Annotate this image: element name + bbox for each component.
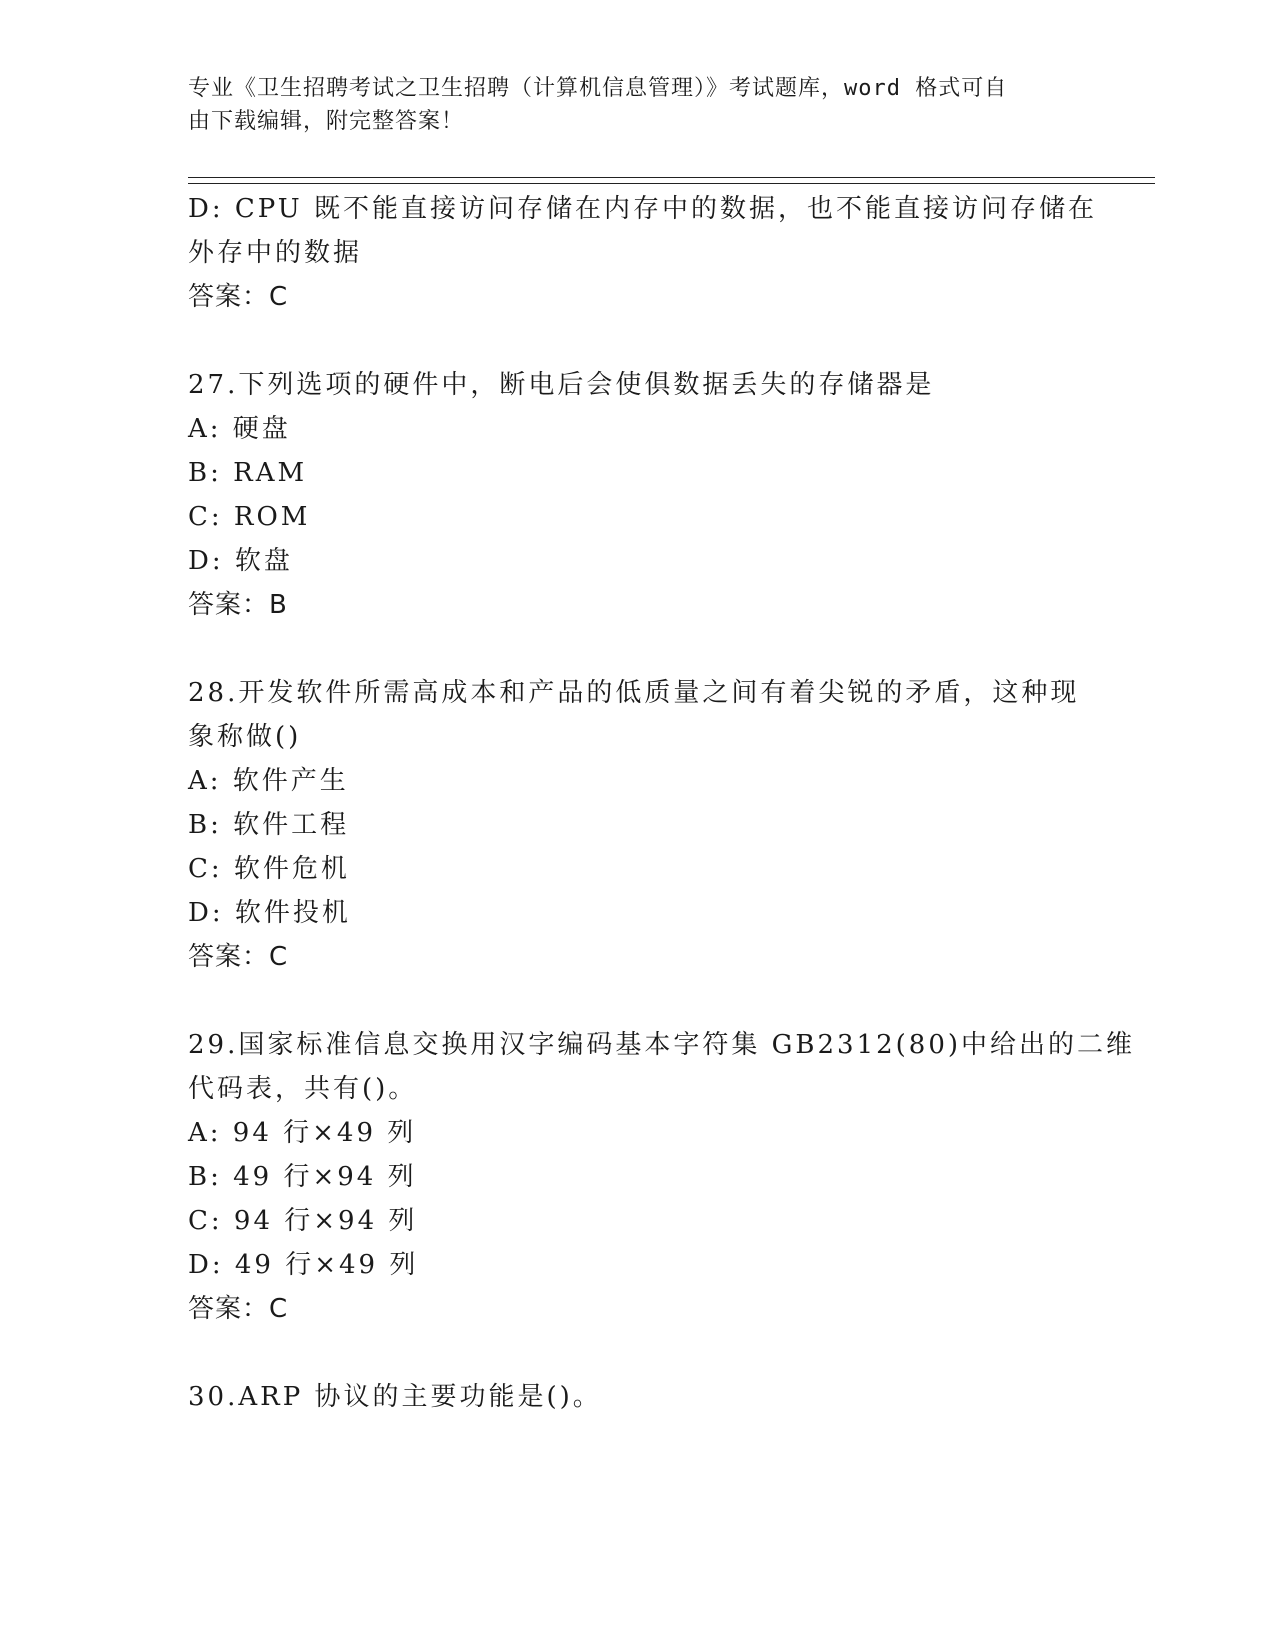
header-line-1: 专业《卫生招聘考试之卫生招聘（计算机信息管理）》考试题库，word 格式可自 [188,76,1008,101]
q28-stem-line-1: 28.开发软件所需高成本和产品的低质量之间有着尖锐的矛盾，这种现 [188,678,1080,708]
q26-option-d-line-1: D: CPU 既不能直接访问存储在内存中的数据，也不能直接访问存储在 [188,194,1097,224]
q29-option-b: B: 49 行×94 列 [188,1162,417,1192]
header-divider-top [188,177,1155,178]
q28-answer: 答案：C [188,942,289,972]
q27-option-d: D: 软盘 [188,546,293,576]
q27-option-a: A: 硬盘 [188,414,291,444]
q28-option-d: D: 软件投机 [188,898,351,928]
q28-option-c: C: 软件危机 [188,854,350,884]
q27-option-c: C: ROM [188,502,311,532]
q26-option-d-line-2: 外存中的数据 [188,238,363,268]
q27-stem: 27.下列选项的硬件中，断电后会使俱数据丢失的存储器是 [188,370,935,400]
q28-option-b: B: 软件工程 [188,810,350,840]
q27-answer: 答案：B [188,590,288,620]
q28-option-a: A: 软件产生 [188,766,349,796]
q29-answer: 答案：C [188,1294,289,1324]
header-divider-bottom [188,183,1155,184]
q26-answer: 答案：C [188,282,289,312]
q29-stem-line-2: 代码表，共有()。 [188,1074,418,1104]
q30-stem: 30.ARP 协议的主要功能是()。 [188,1382,602,1412]
q29-stem-line-1: 29.国家标准信息交换用汉字编码基本字符集 GB2312(80)中给出的二维 [188,1030,1136,1060]
document-header [188,72,1068,138]
q29-option-d: D: 49 行×49 列 [188,1250,419,1280]
q28-stem-line-2: 象称做() [188,722,302,752]
q29-option-c: C: 94 行×94 列 [188,1206,418,1236]
header-line-2: 由下载编辑，附完整答案！ [188,109,465,134]
q27-option-b: B: RAM [188,458,308,488]
q29-option-a: A: 94 行×49 列 [188,1118,417,1148]
